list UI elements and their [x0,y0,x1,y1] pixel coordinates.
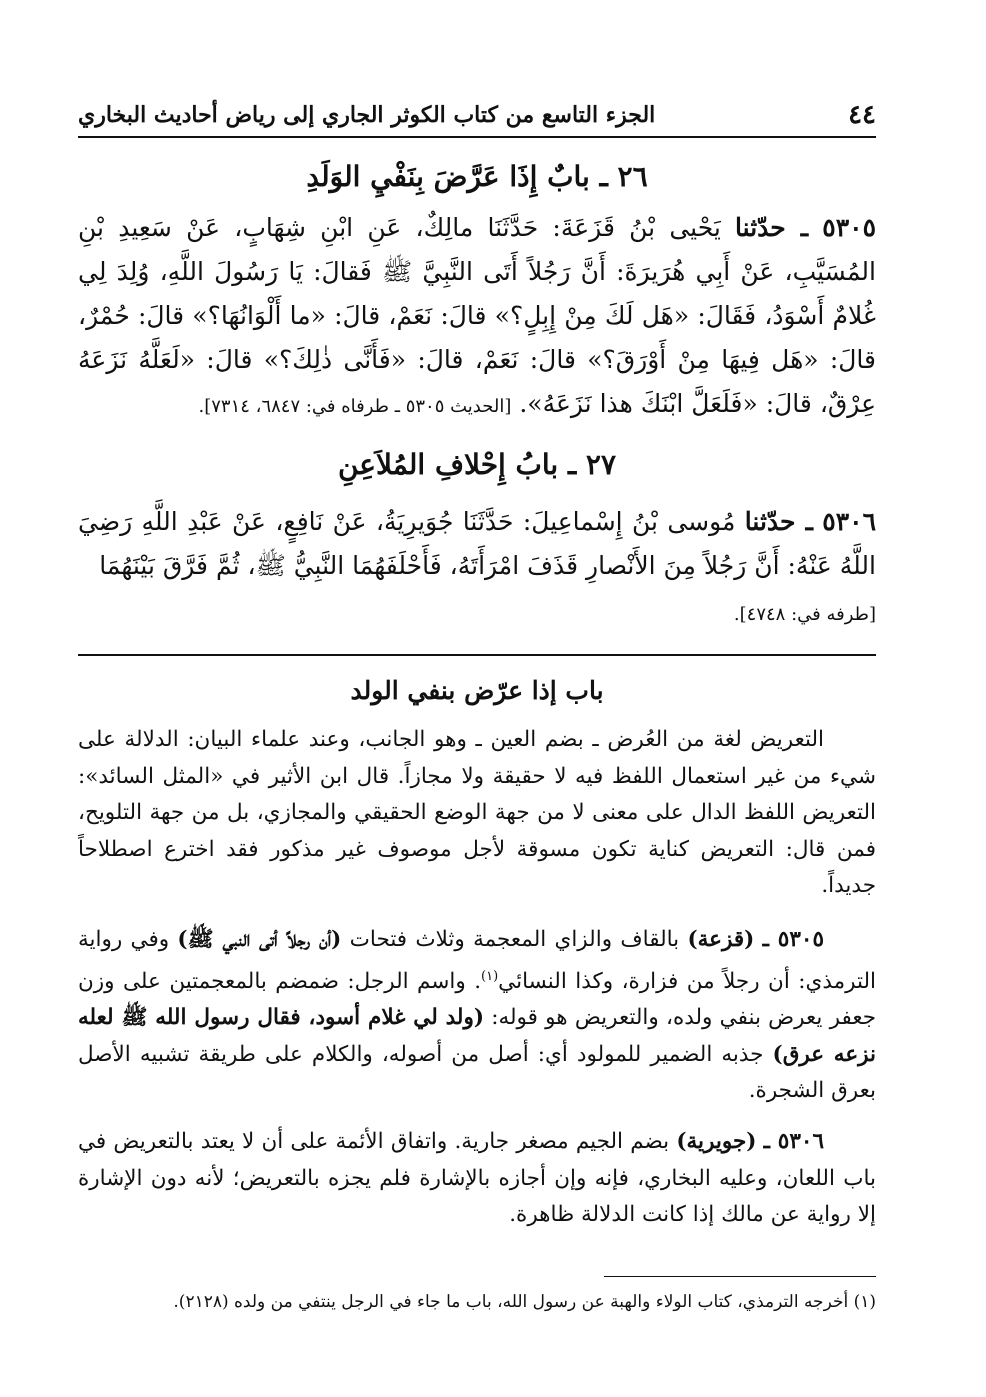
bold-term: (قزعة) [687,927,755,952]
chapter-27-title: ٢٧ ـ بابُ إِحْلافِ المُلاَعِنِ [337,448,616,481]
bold-term: (أن رجلاً أتى النبي ﷺ) [177,927,342,952]
commentary-paragraph-3 [78,1124,876,1234]
footnote-divider [604,1276,876,1277]
hadith-5306: ٥٣٠٦ ـ حدّثنا مُوسى بْنُ إِسْماعِيلَ: حَدَّثَنَا جُوَيرِيَةُ، عَنْ نَافِعٍ، عَنْ عَبْدِ اللَّهِ رَضِيَ اللَّهُ عَنْهُ: أَنَّ رَجُلاً مِنَ الأَنْصارِ قَذَفَ امْرَأَتَهُ، فَأَحْلَفَهُمَا النَّبِيُّ ﷺ، ثُمَّ فَرَّقَ بَيْنَهُمَا [78,507,876,580]
hadith-text: مُوسى بْنُ إِسْماعِيلَ: حَدَّثَنَا جُوَيرِيَةُ، عَنْ نَافِعٍ، عَنْ عَبْدِ اللَّهِ رَضِيَ اللَّهُ عَنْهُ: أَنَّ رَجُلاً مِنَ الأَنْصارِ قَذَفَ امْرَأَتَهُ، فَأَحْلَفَهُمَا النَّبِيُّ ﷺ، ثُمَّ فَرَّقَ بَيْنَهُمَا [78,507,876,580]
text-run: . واسم الرجل: ضمضم بالمعجمتين على وزن جعفر يعرض بنفي ولده، والتعريض هو قوله: [78,968,876,1031]
commentary-number: ٥٣٠٥ ـ [762,927,824,952]
text-run: بالقاف والزاي المعجمة وثلاث فتحات [341,927,688,952]
commentary-title: باب إذا عرّض بنفي الولد [350,676,604,705]
footnote: (١) أخرجه الترمذي، كتاب الولاء والهبة عن رسول الله، باب ما جاء في الرجل ينتفي من ولده (٢١٢٨). [173,1292,876,1312]
hadith-lead: حدّثنا [735,213,786,242]
running-title: الجزء التاسع من كتاب الكوثر الجاري إلى رياض أحاديث البخاري [78,102,656,128]
hadith-lead: حدّثنا [744,507,796,536]
text-run: جذبه الضمير للمولود أي: أصل من أصوله، والكلام على طريقة تشبيه الأصل بعرق الشجرة. [78,1041,876,1104]
footnote-marker: (١) [481,968,499,984]
hadith-text: يَحْيى بْنُ قَزَعَةَ: حَدَّثَنَا مالِكٌ، عَنِ ابْنِ شِهَابٍ، عَنْ سَعِيدِ بْنِ المُسَيَّبِ، عَنْ أَبِي هُرَيرَةَ: أَنَّ رَجُلاً أَتَى النَّبِيَّ ﷺ فَقالَ: يَا رَسُولَ اللَّهِ، وُلِدَ لِي غُلامٌ أَسْوَدُ، فَقَالَ: «هَل لَكَ مِنْ إِبِلٍ؟» قالَ: نَعَمْ، قالَ: «ما أَلْوَانُهَا؟» قالَ: حُمْرٌ، قالَ: «هَل فِيهَا مِنْ أَوْرَقَ؟» قالَ: نَعَمْ، قالَ: «فَأَنَّى ذٰلِكَ؟» قالَ: «لَعَلَّهُ نَزَعَهُ عِرْقٌ، قالَ: «فَلَعَلَّ ابْنَكَ هذا نَزَعَهُ». [78,213,876,418]
commentary-paragraph-1: التعريض لغة من العُرض ـ بضم العين ـ وهو الجانب، وعند علماء البيان: الدلالة على شيء من غير استعمال اللفظ فيه لا حقيقة ولا مجازاً. قال ابن الأثير في «المثل السائد»: التعريض اللفظ الدال على معنى لا من جهة الوضع الحقيقي والمجازي، بل من جهة التلويح، فمن قال: التعريض كناية تكون مسوقة لأجل موصوف غير مذكور فقد اخترع اصطلاحاً جديداً. [78,727,876,898]
hadith-reference: [الحديث ٥٣٠٥ ـ طرفاه في: ٦٨٤٧، ٧٣١٤]. [198,396,512,417]
text-run: وفي رواية الترمذي: أن رجلاً من فزارة، وكذا النسائي [78,927,876,994]
section-divider [78,654,876,656]
bold-term: (ولد لي غلام أسود، فقال رسول الله ﷺ لعله نزعه عرق) [78,1005,877,1067]
commentary-paragraph-2 [78,922,876,1110]
bold-term: (جويرية) [676,1129,757,1154]
text-run: بضم الجيم مصغر جارية. واتفاق الأئمة على أن لا يعتد بالتعريض في باب اللعان، وعليه البخاري، فإنه وإن أجازه بالإشارة فلم يجزه بالتعريض؛ لأنه دون الإشارة إلا رواية عن مالك إذا كانت الدلالة ظاهرة. [78,1129,876,1227]
hadith-5305: ٥٣٠٥ ـ حدّثنا يَحْيى بْنُ قَزَعَةَ: حَدَّثَنَا مالِكٌ، عَنِ ابْنِ شِهَابٍ، عَنْ سَعِيدِ بْنِ المُسَيَّبِ، عَنْ أَبِي هُرَيرَةَ: أَنَّ رَجُلاً أَتَى النَّبِيَّ ﷺ فَقالَ: يَا رَسُولَ اللَّهِ، وُلِدَ لِي غُلامٌ أَسْوَدُ، فَقَالَ: «هَل لَكَ مِنْ إِبِلٍ؟» قالَ: نَعَمْ، قالَ: «ما أَلْوَانُهَا؟» قالَ: حُمْرٌ، قالَ: «هَل فِيهَا مِنْ أَوْرَقَ؟» قالَ: نَعَمْ، قالَ: «فَأَنَّى ذٰلِكَ؟» قالَ: «لَعَلَّهُ نَزَعَهُ عِرْقٌ، قالَ: «فَلَعَلَّ ابْنَكَ هذا نَزَعَهُ». [الحديث ٥٣٠٥ ـ طرفاه في: ٦٨٤٧، ٧٣١٤]. [78,213,877,418]
hadith-number: ٥٣٠٥ [822,213,877,242]
page-number: ٤٤ [848,100,876,130]
commentary-number: ٥٣٠٦ ـ [763,1129,824,1154]
hadith-reference: [طرفه في: ٤٧٤٨]. [733,604,876,625]
hadith-number: ٥٣٠٦ [822,507,876,536]
chapter-26-title: ٢٦ ـ بابٌ إِذَا عَرَّضَ بِنَفْيِ الوَلَدِ [306,160,648,193]
page-header [78,96,876,138]
